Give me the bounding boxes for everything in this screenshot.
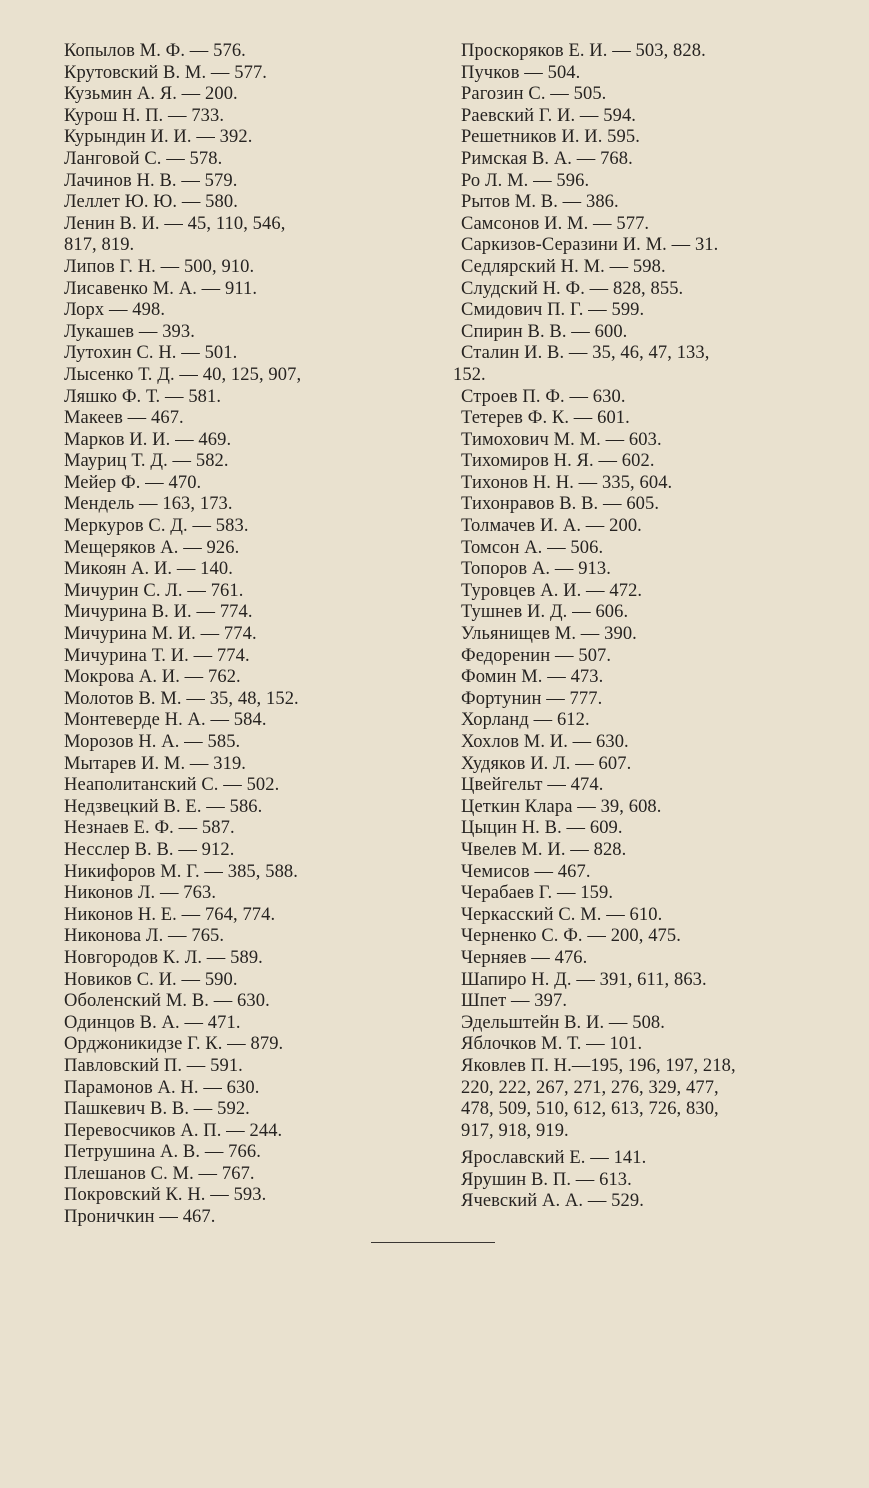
- index-entry: Ланговой С. — 578.: [64, 148, 223, 169]
- index-column-right: [453, 41, 798, 1213]
- index-entry: Никонов Н. Е. — 764, 774.: [64, 904, 276, 925]
- index-entry: Меркуров С. Д. — 583.: [64, 516, 249, 537]
- index-entry: Яковлев П. Н.—195, 196, 197, 218,: [461, 1055, 736, 1076]
- index-entry: Новгородов К. Л. — 589.: [64, 947, 263, 968]
- index-entry: Топоров А. — 913.: [461, 559, 611, 580]
- index-entry: Федоренин — 507.: [461, 645, 612, 666]
- index-entry: Мичурина Т. И. — 774.: [64, 645, 250, 666]
- index-entry: Лукашев — 393.: [64, 321, 195, 342]
- index-entry-continuation: 152.: [453, 364, 486, 385]
- index-entry: Саркизов-Серазини И. М. — 31.: [461, 235, 719, 256]
- index-entry: Новиков С. И. — 590.: [64, 969, 238, 990]
- index-entry: Цеткин Клара — 39, 608.: [461, 796, 662, 817]
- index-entry: Пашкевич В. В. — 592.: [64, 1099, 250, 1120]
- index-entry: Мендель — 163, 173.: [64, 494, 233, 515]
- index-entry: Яблочков М. Т. — 101.: [461, 1034, 643, 1055]
- index-entry: Павловский П. — 591.: [64, 1055, 243, 1076]
- index-entry: Мичурина М. И. — 774.: [64, 624, 257, 645]
- index-entry: Никонов Л. — 763.: [64, 883, 217, 904]
- index-entry: Эдельштейн В. И. — 508.: [461, 1012, 666, 1033]
- index-entry: Тихомиров Н. Я. — 602.: [461, 451, 655, 472]
- index-column-left: [64, 41, 394, 1229]
- index-entry: Томсон А. — 506.: [461, 537, 604, 558]
- index-entry: Тихонравов В. В. — 605.: [461, 494, 660, 515]
- index-entry: Самсонов И. М. — 577.: [461, 213, 650, 234]
- index-entry: Цвейгельт — 474.: [461, 775, 604, 796]
- index-entry: Одинцов В. А. — 471.: [64, 1012, 241, 1033]
- index-entry: Черкасский С. М. — 610.: [461, 904, 663, 925]
- index-entry: Курындин И. И. — 392.: [64, 127, 253, 148]
- index-entry: Крутовский В. М. — 577.: [64, 62, 268, 83]
- index-entry: Леллет Ю. Ю. — 580.: [64, 192, 238, 213]
- index-entry: Смидович П. Г. — 599.: [461, 300, 645, 321]
- index-entry: Спирин В. В. — 600.: [461, 321, 628, 342]
- index-entry: Ленин В. И. — 45, 110, 546,: [64, 213, 286, 234]
- index-entry: Мауриц Т. Д. — 582.: [64, 451, 229, 472]
- index-entry: Покровский К. Н. — 593.: [64, 1185, 267, 1206]
- index-entry: Мичурин С. Л. — 761.: [64, 580, 244, 601]
- index-entry: Мейер Ф. — 470.: [64, 472, 202, 493]
- index-entry: Ярушин В. П. — 613.: [461, 1169, 632, 1190]
- index-entry: Незнаев Е. Ф. — 587.: [64, 818, 235, 839]
- index-entry: Курош Н. П. — 733.: [64, 105, 225, 126]
- index-entry: Монтеверде Н. А. — 584.: [64, 710, 267, 731]
- index-entry: Тетерев Ф. К. — 601.: [461, 408, 630, 429]
- index-entry-continuation: 220, 222, 267, 271, 276, 329, 477,: [461, 1077, 719, 1098]
- index-entry: Молотов В. М. — 35, 48, 152.: [64, 688, 299, 709]
- index-entry: Ляшко Ф. Т. — 581.: [64, 386, 222, 407]
- section-end-rule: [371, 1242, 495, 1243]
- index-entry: Римская В. А. — 768.: [461, 148, 633, 169]
- index-entry: Черненко С. Ф. — 200, 475.: [461, 926, 681, 947]
- index-entry-continuation: 478, 509, 510, 612, 613, 726, 830,: [461, 1099, 719, 1120]
- index-entry: Мокрова А. И. — 762.: [64, 667, 241, 688]
- index-entry: Макеев — 467.: [64, 408, 184, 429]
- index-entry: Седлярский Н. М. — 598.: [461, 256, 666, 277]
- index-entry: Проскоряков Е. И. — 503, 828.: [461, 41, 706, 61]
- index-entry: Кузьмин А. Я. — 200.: [64, 84, 238, 105]
- index-entry: Недзвецкий В. Е. — 586.: [64, 796, 263, 817]
- index-entry: Туровцев А. И. — 472.: [461, 580, 643, 601]
- index-entry: Хорланд — 612.: [461, 710, 590, 731]
- index-entry: Шапиро Н. Д. — 391, 611, 863.: [461, 969, 707, 990]
- index-entry: Тихонов Н. Н. — 335, 604.: [461, 472, 673, 493]
- index-entry: Мытарев И. М. — 319.: [64, 753, 247, 774]
- index-entry: Ячевский А. А. — 529.: [461, 1191, 644, 1212]
- index-entry: Ро Л. М. — 596.: [461, 170, 590, 191]
- index-entry: Тимохович М. М. — 603.: [461, 429, 662, 450]
- index-entry: Слудский Н. Ф. — 828, 855.: [461, 278, 684, 299]
- index-entry: Копылов М. Ф. — 576.: [64, 41, 246, 61]
- index-entry: Мещеряков А. — 926.: [64, 537, 240, 558]
- index-entry: Морозов Н. А. — 585.: [64, 732, 241, 752]
- index-entry: Цыцин Н. В. — 609.: [461, 818, 623, 839]
- index-entry: Проничкин — 467.: [64, 1207, 216, 1228]
- index-entry: Решетников И. И. 595.: [461, 127, 640, 148]
- index-entry: Мичурина В. И. — 774.: [64, 602, 253, 623]
- index-entry: Липов Г. Н. — 500, 910.: [64, 256, 255, 277]
- index-entry: Хохлов М. И. — 630.: [461, 732, 629, 752]
- index-entry: Ульянищев М. — 390.: [461, 624, 637, 645]
- index-entry: Лорх — 498.: [64, 300, 166, 321]
- index-entry: Несслер В. В. — 912.: [64, 839, 235, 860]
- index-entry: Строев П. Ф. — 630.: [461, 386, 626, 407]
- index-entry: Сталин И. В. — 35, 46, 47, 133,: [461, 343, 710, 364]
- index-entry: Плешанов С. М. — 767.: [64, 1163, 255, 1184]
- index-entry: Микоян А. И. — 140.: [64, 559, 233, 580]
- index-entry: Фортунин — 777.: [461, 688, 603, 709]
- index-entry-continuation: 817, 819.: [64, 235, 135, 256]
- index-entry: Пучков — 504.: [461, 62, 581, 83]
- index-entry: Лысенко Т. Д. — 40, 125, 907,: [64, 364, 302, 385]
- index-entry: Ярославский Е. — 141.: [461, 1148, 647, 1169]
- index-entry: Чвелев М. И. — 828.: [461, 839, 627, 860]
- index-entry: Раевский Г. И. — 594.: [461, 105, 637, 126]
- index-entry: Петрушина А. В. — 766.: [64, 1142, 261, 1163]
- index-entry: Тушнев И. Д. — 606.: [461, 602, 629, 623]
- index-entry: Парамонов А. Н. — 630.: [64, 1077, 260, 1098]
- index-entry: Оболенский М. В. — 630.: [64, 991, 270, 1012]
- index-entry-continuation: 917, 918, 919.: [461, 1120, 569, 1141]
- index-entry: Рагозин С. — 505.: [461, 84, 607, 105]
- index-entry: Худяков И. Л. — 607.: [461, 753, 632, 774]
- index-entry: Лисавенко М. А. — 911.: [64, 278, 258, 299]
- index-entry: Черняев — 476.: [461, 947, 588, 968]
- index-entry: Черабаев Г. — 159.: [461, 883, 614, 904]
- index-entry: Толмачев И. А. — 200.: [461, 516, 642, 537]
- index-entry: Шпет — 397.: [461, 991, 568, 1012]
- index-entry: Лачинов Н. В. — 579.: [64, 170, 238, 191]
- index-entry: Лутохин С. Н. — 501.: [64, 343, 238, 364]
- index-entry: Неаполитанский С. — 502.: [64, 775, 280, 796]
- index-entry: Рытов М. В. — 386.: [461, 192, 619, 213]
- index-entry: Марков И. И. — 469.: [64, 429, 232, 450]
- index-entry: Перевосчиков А. П. — 244.: [64, 1120, 283, 1141]
- index-entry: Орджоникидзе Г. К. — 879.: [64, 1034, 284, 1055]
- index-entry: Никифоров М. Г. — 385, 588.: [64, 861, 299, 882]
- index-entry: Фомин М. — 473.: [461, 667, 604, 688]
- index-entry: Никонова Л. — 765.: [64, 926, 225, 947]
- index-entry: Чемисов — 467.: [461, 861, 591, 882]
